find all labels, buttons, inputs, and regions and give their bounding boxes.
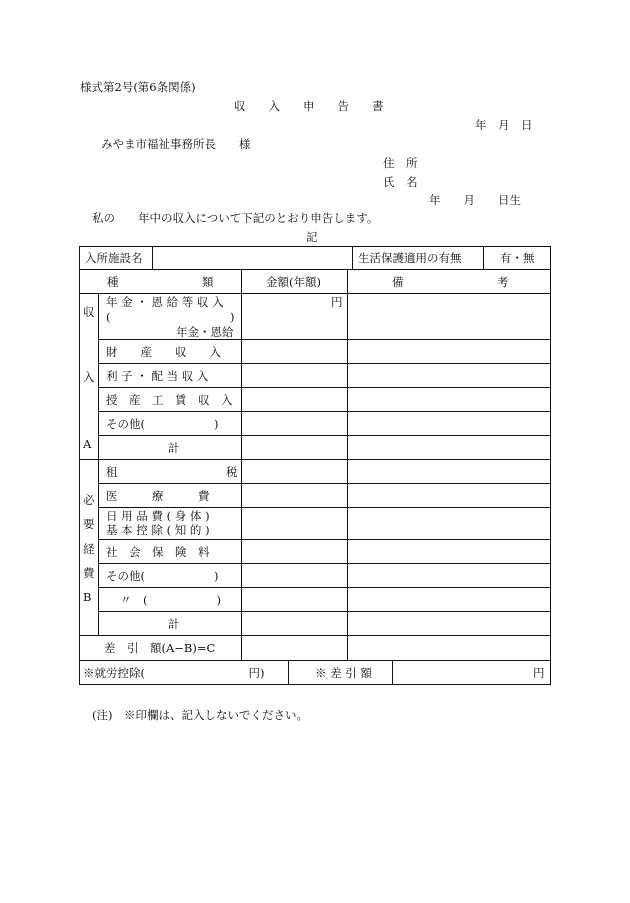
income-group-label: 入 bbox=[83, 370, 95, 384]
social-insurance-label: 社 会 保 険 料 bbox=[106, 545, 210, 559]
other-income-label: その他( ) bbox=[106, 417, 219, 431]
income-group-label: A bbox=[83, 437, 92, 451]
page-title: 収 入 申 告 書 bbox=[234, 99, 384, 113]
expense-subtotal-label: 計 bbox=[168, 617, 180, 631]
welfare-label: 生活保護適用の有無 bbox=[358, 251, 462, 265]
col-kind-1: 種 bbox=[107, 275, 119, 289]
ki-label: 記 bbox=[306, 230, 318, 244]
pension-close-paren: ) bbox=[230, 310, 235, 324]
addressee: みやま市福祉事務所長 様 bbox=[101, 137, 251, 151]
income-table bbox=[79, 246, 551, 685]
yen-unit-final: 円 bbox=[533, 666, 545, 680]
expense-group-label: 経 bbox=[83, 542, 95, 556]
footer-note: (注) ※印欄は、記入しないでください。 bbox=[92, 708, 308, 722]
col-amount: 金額(年額) bbox=[266, 275, 321, 289]
difference-label: 差 引 額(A−B)=C bbox=[104, 641, 216, 655]
statement: 私の 年中の収入について下記のとおり申告します。 bbox=[92, 211, 379, 225]
facility-label: 入所施設名 bbox=[85, 251, 143, 265]
tax-label-1: 租 bbox=[106, 465, 118, 479]
property-income-label: 財 産 収 入 bbox=[106, 345, 221, 359]
col-kind-2: 類 bbox=[202, 275, 214, 289]
tax-label-2: 税 bbox=[226, 465, 238, 479]
address-label: 住 所 bbox=[383, 156, 418, 170]
pension-sub-label: 年金・恩給 bbox=[176, 325, 234, 339]
interest-income-label: 利 子 ・ 配 当 収 入 bbox=[106, 369, 209, 383]
ditto-expense-label: 〃 ( ) bbox=[120, 593, 221, 607]
pension-income-label: 年 金 ・ 恩 給 等 収 入 bbox=[106, 295, 224, 309]
expense-group-label: B bbox=[83, 590, 92, 604]
basic-deduction-label: 基 本 控 除 ( 知 的 ) bbox=[106, 523, 210, 537]
col-note-2: 考 bbox=[497, 275, 509, 289]
col-note-1: 備 bbox=[392, 275, 404, 289]
expense-group-label: 費 bbox=[83, 566, 95, 580]
expense-group-label: 必 bbox=[83, 493, 95, 507]
name-label: 氏 名 bbox=[383, 175, 418, 189]
employment-deduction-label: ※就労控除( 円) bbox=[83, 666, 265, 680]
form-number: 様式第2号(第6条関係) bbox=[80, 80, 196, 94]
expense-group-label: 要 bbox=[83, 517, 95, 531]
medical-label: 医 療 費 bbox=[106, 489, 210, 503]
difference-note-label: ※ 差 引 額 bbox=[315, 666, 372, 680]
daily-goods-label: 日 用 品 費 ( 身 体 ) bbox=[106, 509, 210, 523]
income-group-label: 収 bbox=[83, 305, 95, 319]
rent-income-label: 授 産 工 賃 収 入 bbox=[106, 393, 233, 407]
date-field: 年 月 日 bbox=[475, 118, 533, 132]
income-subtotal-label: 計 bbox=[168, 441, 180, 455]
pension-open-paren: ( bbox=[106, 310, 111, 324]
birthdate-label: 年 月 日生 bbox=[429, 193, 521, 207]
welfare-value: 有・無 bbox=[500, 251, 535, 265]
yen-unit: 円 bbox=[331, 295, 343, 309]
other-expense-label: その他( ) bbox=[106, 569, 219, 583]
